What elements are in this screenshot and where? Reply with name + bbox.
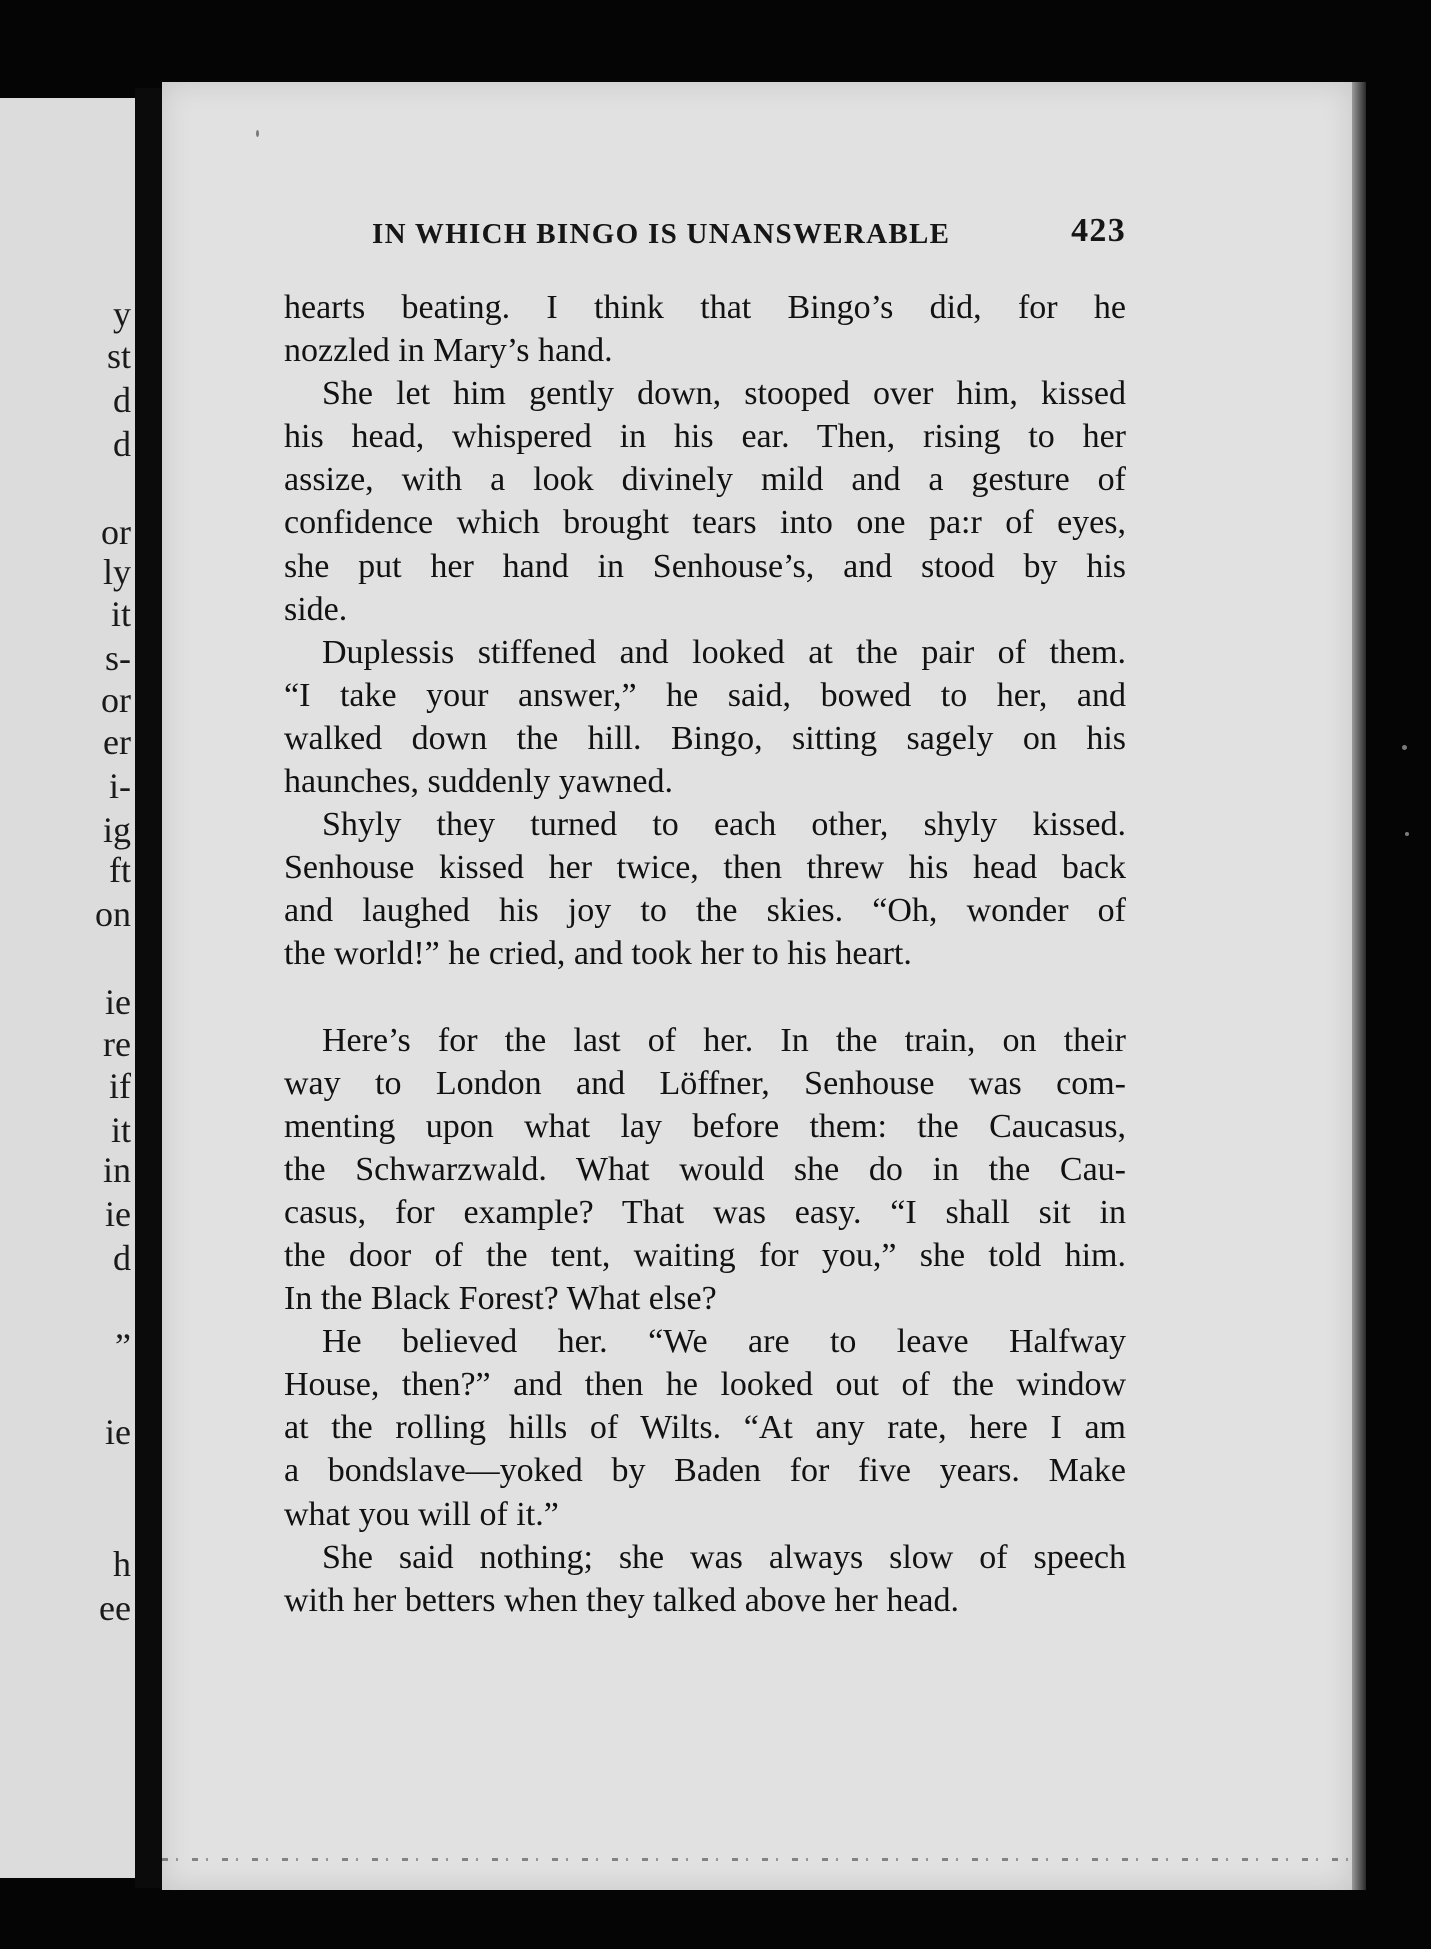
- facing-page-fragment: i-: [109, 766, 131, 806]
- text-line: assize, with a look divinely mild and a gesture of: [284, 461, 1126, 499]
- book-gutter: [135, 88, 162, 1888]
- facing-page-fragment: in: [102, 1150, 131, 1190]
- facing-page-fragment: if: [109, 1066, 131, 1106]
- text-line: a bondslave—yoked by Baden for five years. Make: [284, 1452, 1126, 1490]
- facing-page-fragment: or: [101, 680, 131, 720]
- text-line: Shyly they turned to each other, shyly kissed.: [322, 806, 1126, 844]
- text-line: “I take your answer,” he said, bowed to her, and: [284, 676, 1126, 714]
- paragraph: [284, 803, 1126, 975]
- facing-page-fragment: ly: [102, 552, 131, 592]
- body-text: [284, 286, 1126, 1622]
- text-line: side.: [284, 590, 348, 628]
- scan-speck: [1402, 745, 1407, 750]
- paragraph: [284, 286, 1126, 372]
- running-head: [372, 212, 1126, 262]
- text-line: the world!” he cried, and took her to his heart.: [284, 935, 912, 973]
- text-line: hearts beating. I think that Bingo’s did, for he: [284, 289, 1126, 326]
- paragraph: [284, 372, 1126, 631]
- facing-page-fragment: d: [113, 1238, 131, 1278]
- facing-page-fragment: d: [113, 424, 131, 464]
- facing-page-fragment: it: [110, 594, 131, 634]
- text-line: He believed her. “We are to leave Halfway: [322, 1323, 1126, 1361]
- text-line: she put her hand in Senhouse’s, and stood by his: [284, 547, 1126, 585]
- facing-page-fragment: ”: [115, 1326, 131, 1366]
- text-line: menting upon what lay before them: the Caucasus,: [284, 1107, 1126, 1145]
- facing-page-fragment: ig: [102, 810, 131, 850]
- facing-page-left: [0, 98, 135, 1878]
- text-line: haunches, suddenly yawned.: [284, 763, 674, 801]
- scan-speck: [256, 130, 259, 137]
- paragraph: [284, 1320, 1126, 1535]
- text-line: Here’s for the last of her. In the train, on their: [322, 1021, 1126, 1059]
- running-head-title: IN WHICH BINGO IS UNANSWERABLE: [372, 218, 951, 250]
- facing-page-fragment: ee: [99, 1588, 131, 1628]
- paragraph: [284, 1536, 1126, 1622]
- text-line: She said nothing; she was always slow of speech: [322, 1538, 1126, 1576]
- facing-page-fragment: h: [113, 1544, 131, 1584]
- text-line: House, then?” and then he looked out of the window: [284, 1366, 1126, 1404]
- text-line: walked down the hill. Bingo, sitting sagely on his: [284, 719, 1126, 757]
- text-line: Senhouse kissed her twice, then threw his head back: [284, 849, 1126, 887]
- text-line: his head, whispered in his ear. Then, rising to her: [284, 418, 1126, 456]
- text-line: and laughed his joy to the skies. “Oh, wonder of: [284, 892, 1126, 930]
- facing-page-fragment: ie: [105, 1194, 131, 1234]
- text-line: with her betters when they talked above her head.: [284, 1581, 960, 1619]
- text-line: at the rolling hills of Wilts. “At any rate, here I am: [284, 1409, 1126, 1447]
- facing-page-fragment: d: [113, 380, 131, 420]
- page-edge: [1352, 82, 1366, 1890]
- text-line: the door of the tent, waiting for you,” she told him.: [284, 1236, 1126, 1274]
- text-line: casus, for example? That was easy. “I shall sit in: [284, 1193, 1126, 1231]
- text-line: nozzled in Mary’s hand.: [284, 332, 613, 370]
- facing-page-fragment: ft: [109, 850, 131, 890]
- facing-page-fragment: ie: [105, 982, 131, 1022]
- text-line: the Schwarzwald. What would she do in the Cau-: [284, 1150, 1126, 1188]
- facing-page-fragment: st: [106, 336, 131, 376]
- text-line: confidence which brought tears into one pa:r of eyes,: [284, 504, 1126, 542]
- text-line: Duplessis stiffened and looked at the pair of them.: [322, 633, 1126, 671]
- facing-page-fragment: s-: [105, 638, 131, 678]
- section-break: [284, 976, 1126, 1019]
- text-line: way to London and Löffner, Senhouse was com-: [284, 1064, 1126, 1102]
- facing-page-fragment: or: [101, 512, 131, 552]
- paragraph: [284, 1019, 1126, 1321]
- paragraph: [284, 631, 1126, 803]
- text-line: In the Black Forest? What else?: [284, 1280, 717, 1318]
- facing-page-fragment: y: [113, 294, 131, 334]
- scan-noise: [162, 1858, 1352, 1861]
- facing-page-fragment: er: [103, 722, 131, 762]
- text-line: She let him gently down, stooped over him, kissed: [322, 375, 1126, 413]
- facing-page-fragment: on: [95, 894, 131, 934]
- facing-page-fragment: ie: [105, 1412, 131, 1452]
- text-line: what you will of it.”: [284, 1495, 559, 1533]
- scan-speck: [1405, 832, 1409, 836]
- facing-page-fragment: re: [103, 1024, 131, 1064]
- facing-page-fragment: it: [110, 1110, 131, 1150]
- page-number: 423: [1071, 212, 1126, 249]
